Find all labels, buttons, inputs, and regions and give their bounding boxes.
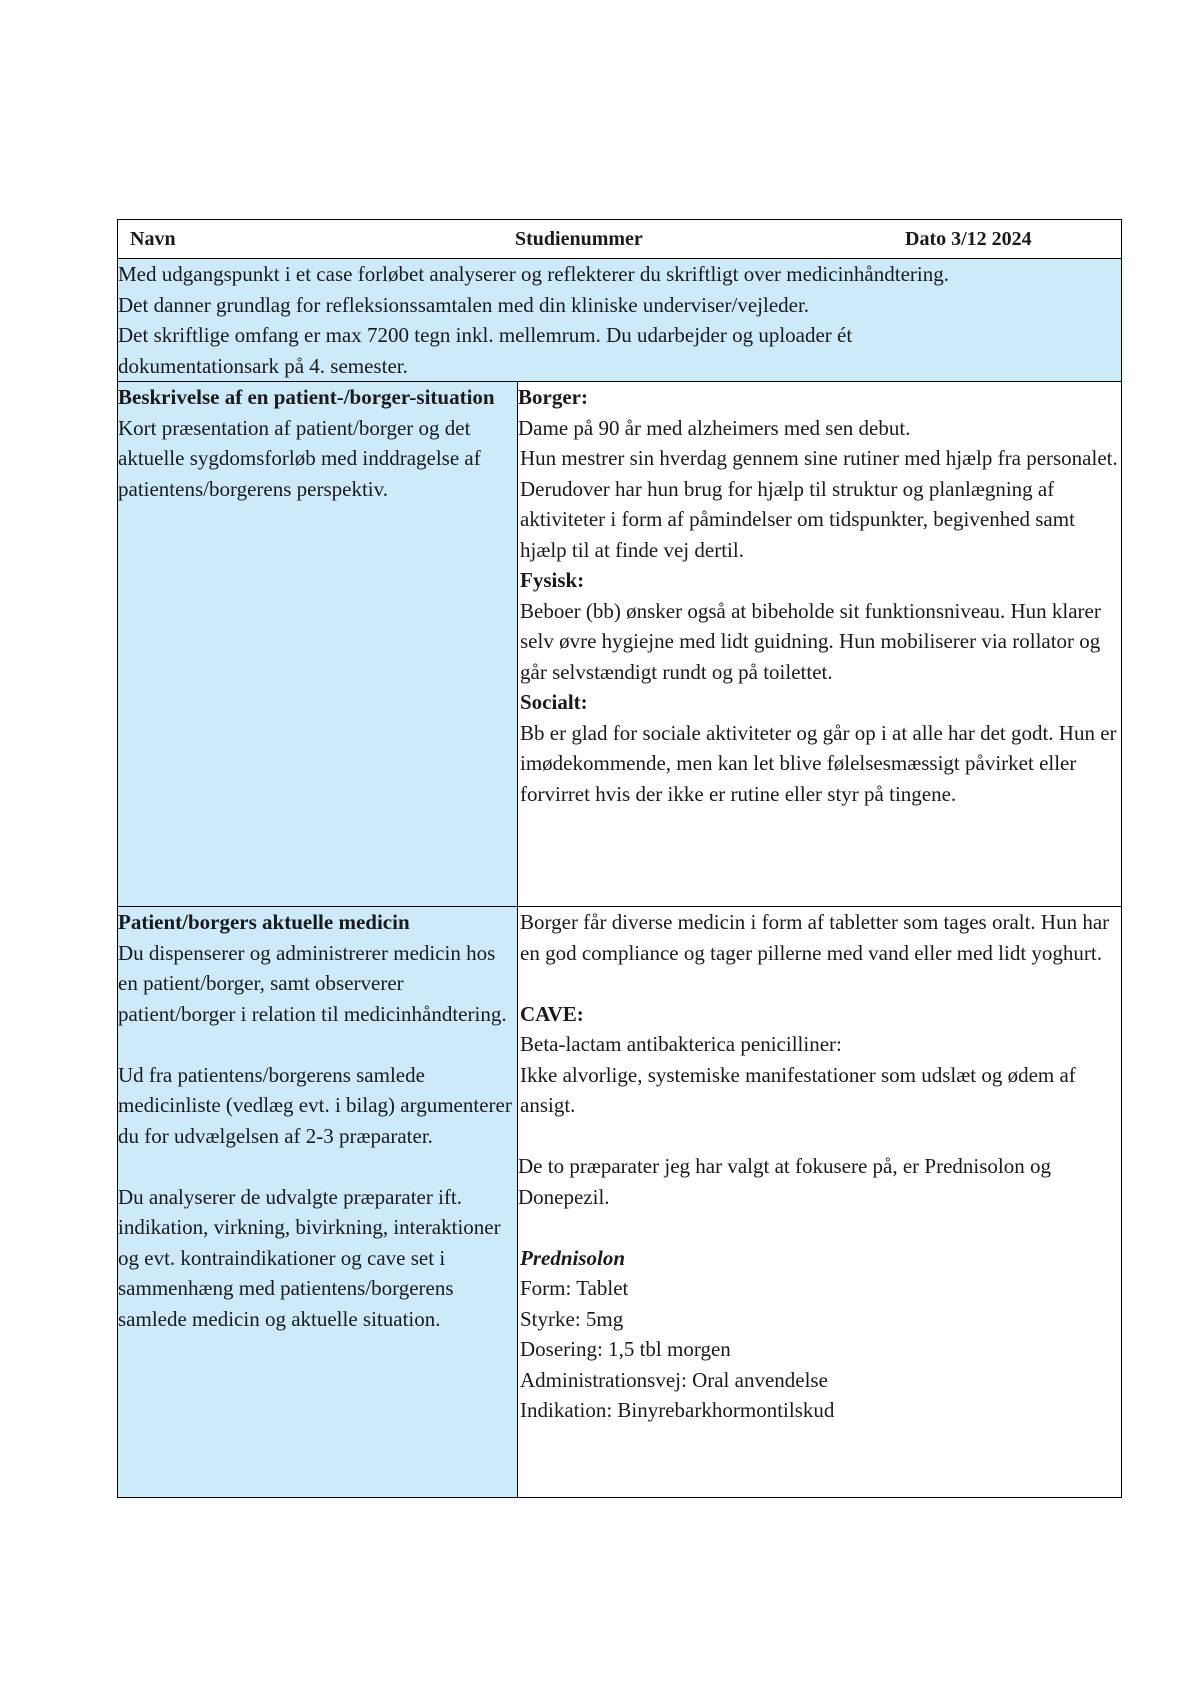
intro-row (118, 259, 1122, 382)
instruction-paragraph: Du dispenserer og administrerer medicin hos en patient/borger, samt observerer patient/borger i relation til medicinhåndtering. (118, 940, 507, 1026)
instruction-paragraph: Ud fra patientens/borgerens samlede medicinliste (vedlæg evt. i bilag) argumenterer du for udvælgelsen af 2-3 præparater. (118, 1062, 512, 1148)
drug-dose: Dosering: 1,5 tbl morgen (520, 1337, 731, 1361)
student-number-label: Studienummer (515, 227, 643, 250)
section-instructions: Kort præsentation af patient/borger og det aktuelle sygdomsforløb med inddragelse af patientens/borgerens perspektiv. (118, 415, 481, 501)
intro-line: Med udgangspunkt i et case forløbet analyserer og reflekterer du skriftligt over medicinhåndtering. (118, 262, 949, 286)
header-cell (118, 220, 1122, 259)
drug-route: Administrationsvej: Oral anvendelse (520, 1367, 828, 1392)
drug-name: Prednisolon (520, 1245, 626, 1270)
medication-answer-cell (518, 907, 1122, 1498)
intro-line: Det danner grundlag for refleksionssamtalen med din kliniske underviser/vejleder. (118, 292, 810, 317)
medication-intro: Borger får diverse medicin i form af tabletter som tages oralt. Hun har en god compliance og tager pillerne med vand eller med lidt yoghurt. (520, 910, 1110, 965)
section-title: Patient/borgers aktuelle medicin (118, 910, 410, 934)
cave-heading: CAVE: (520, 1001, 584, 1026)
medication-row (118, 907, 1122, 1498)
socialt-text: Bb er glad for sociale aktiviteter og går op i at alle har det godt. Hun er imødekommende, men kan let blive følelsesmæssigt påvirket eller forvirret hvis der ikke er rutine eller styr på tingene. (520, 720, 1117, 806)
description-instructions-cell (118, 382, 518, 907)
date-label: Dato 3/12 2024 (905, 227, 1032, 250)
header-row (118, 220, 1122, 259)
description-answer-cell (518, 382, 1122, 907)
medication-instructions-cell (118, 907, 518, 1498)
section-title: Beskrivelse af en patient-/borger-situation (118, 385, 495, 409)
cave-text: Ikke alvorlige, systemiske manifestationer som udslæt og ødem af ansigt. (520, 1062, 1076, 1117)
intro-line: Det skriftlige omfang er max 7200 tegn inkl. mellemrum. Du udarbejder og uploader ét (118, 323, 853, 347)
fysisk-text: Beboer (bb) ønsker også at bibeholde sit funktionsniveau. Hun klarer selv øvre hygiejne med lidt guidning. Hun mobiliserer via rollator og går selvstændigt rundt og på toilettet. (520, 598, 1101, 684)
description-row (118, 382, 1122, 907)
drug-form: Form: Tablet (520, 1276, 629, 1300)
borger-line: Dame på 90 år med alzheimers med sen debut. (518, 415, 911, 440)
drug-indication: Indikation: Binyrebarkhormontilskud (520, 1398, 835, 1422)
drug-strength: Styrke: 5mg (520, 1306, 624, 1331)
cave-line: Beta-lactam antibakterica penicilliner: (520, 1032, 842, 1056)
fysisk-heading: Fysisk: (520, 568, 585, 592)
instruction-paragraph: Du analyserer de udvalgte præparater ift. indikation, virkning, bivirkning, interaktioner og evt. kontraindikationer og cave set i sammenhæng med patientens/borgerens samlede medicin og aktuelle situation. (118, 1184, 501, 1331)
intro-cell (118, 259, 1122, 382)
name-label: Navn (130, 227, 176, 250)
borger-heading: Borger: (518, 385, 588, 409)
borger-text: Hun mestrer sin hverdag gennem sine rutiner med hjælp fra personalet. Derudover har hun brug for hjælp til struktur og planlægning af aktiviteter i form af påmindelser om tidspunkter, begivenhed samt hjælp til at finde vej dertil. (520, 446, 1118, 562)
documentation-table (117, 219, 1122, 1498)
choice-text: De to præparater jeg har valgt at fokusere på, er Prednisolon og Donepezil. (518, 1154, 1051, 1209)
intro-line: dokumentationsark på 4. semester. (118, 353, 408, 378)
socialt-heading: Socialt: (520, 690, 588, 714)
